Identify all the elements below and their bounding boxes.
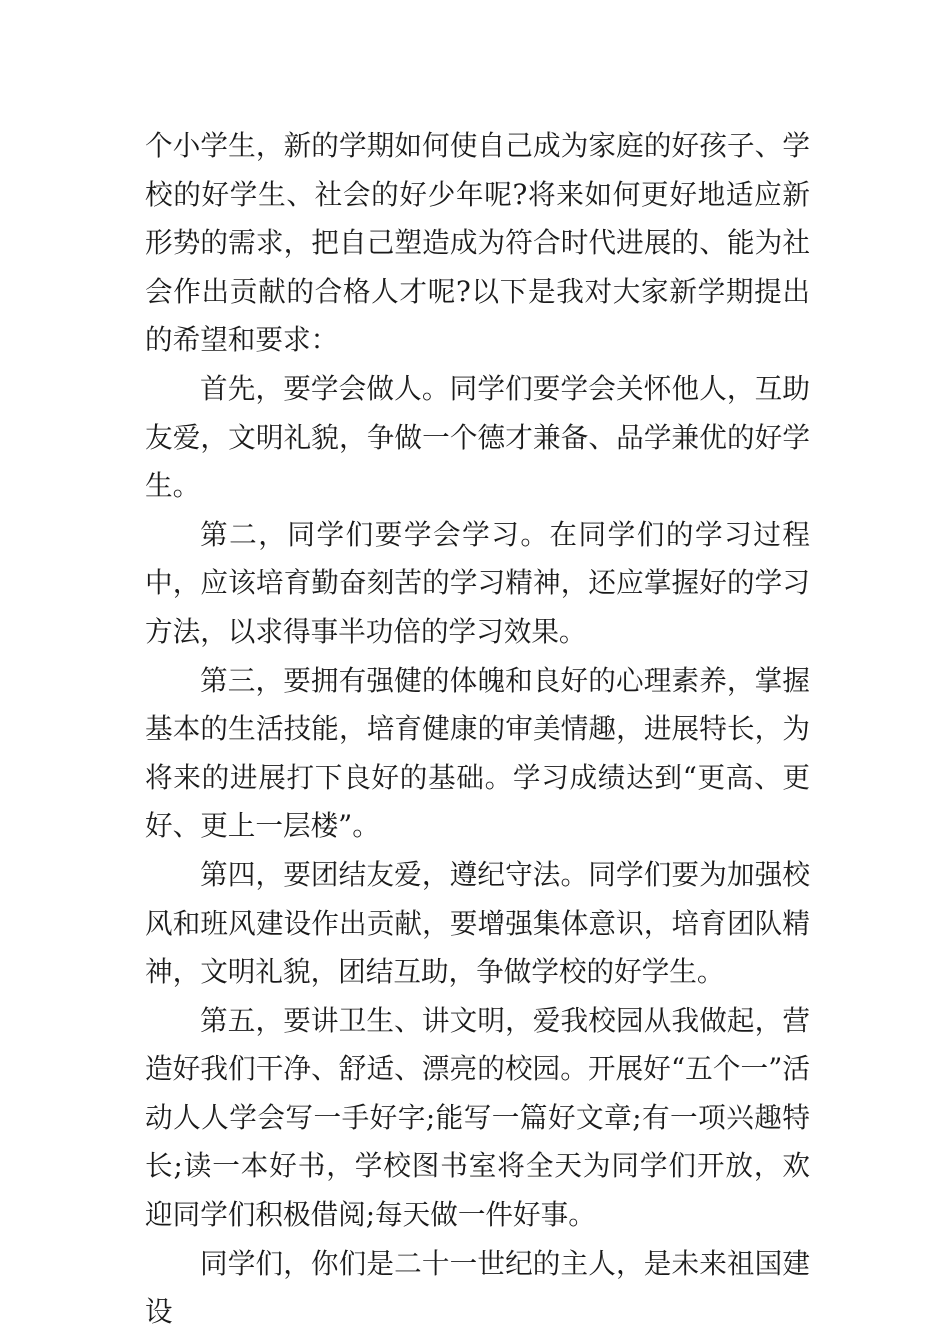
paragraph-intro-continuation: 个小学生，新的学期如何使自己成为家庭的好孩子、学校的好学生、社会的好少年呢?将来如何更好地适应新形势的需求，把自己塑造成为符合时代进展的、能为社会作出贡献的合格人才呢?以下是我对大家新学期提出的希望和要求： bbox=[145, 129, 810, 357]
document-body bbox=[145, 122, 810, 1337]
paragraph-closing: 同学们，你们是二十一世纪的主人，是未来祖国建设 bbox=[145, 1246, 810, 1329]
paragraph-third-point: 第三，要拥有强健的体魄和良好的心理素养，掌握基本的生活技能，培育健康的审美情趣，进展特长，为将来的进展打下良好的基础。学习成绩达到“更高、更好、更上一层楼”。 bbox=[145, 663, 810, 843]
paragraph-first-point: 首先，要学会做人。同学们要学会关怀他人，互助友爱，文明礼貌，争做一个德才兼备、品学兼优的好学生。 bbox=[145, 371, 810, 503]
paragraph-fourth-point: 第四，要团结友爱，遵纪守法。同学们要为加强校风和班风建设作出贡献，要增强集体意识，培育团队精神，文明礼貌，团结互助，争做学校的好学生。 bbox=[145, 857, 810, 989]
paragraph-second-point: 第二，同学们要学会学习。在同学们的学习过程中，应该培育勤奋刻苦的学习精神，还应掌握好的学习方法，以求得事半功倍的学习效果。 bbox=[145, 517, 810, 648]
paragraph-fifth-point: 第五，要讲卫生、讲文明，爱我校园从我做起，营造好我们干净、舒适、漂亮的校园。开展好“五个一”活动人人学会写一手好字;能写一篇好文章;有一项兴趣特长;读一本好书，学校图书室将全天为同学们开放，欢迎同学们积极借阅;每天做一件好事。 bbox=[145, 1003, 810, 1232]
